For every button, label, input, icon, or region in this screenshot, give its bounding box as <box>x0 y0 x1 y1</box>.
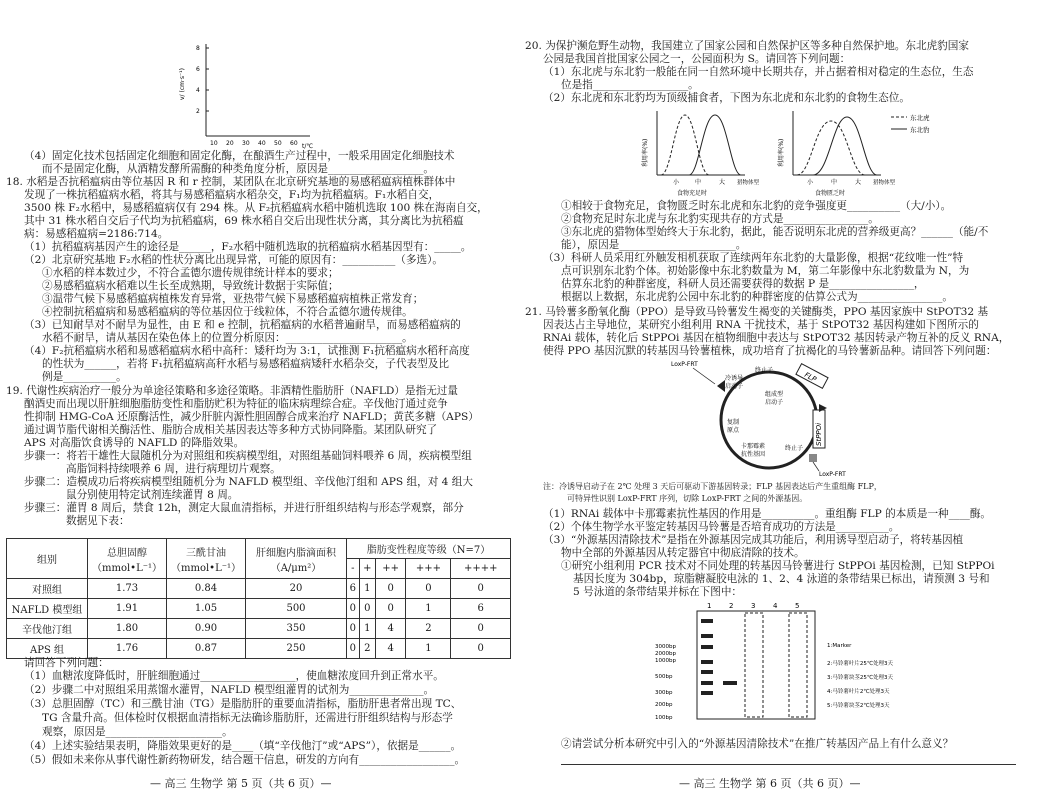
loxp-top-label: LoxP-FRT <box>671 361 698 368</box>
area-header: 肝细胞内脂滴面积 <box>256 547 336 559</box>
area-unit: （A/μm²） <box>270 562 322 574</box>
table-cell: 0 <box>451 579 511 599</box>
graph-y-tick: 4 <box>196 87 200 94</box>
table-cell: 4 <box>375 619 406 639</box>
niche-x-tick: 大 <box>719 179 726 186</box>
niche-y-label: 利用率(%) <box>778 138 785 167</box>
table-cell: 0 <box>359 599 375 619</box>
table-header-cell: 组别 <box>7 539 88 579</box>
table-row <box>7 579 511 599</box>
q19-line: 数据见下表： <box>66 515 130 527</box>
niche-x-tick: 小 <box>807 179 814 186</box>
marker-size-label: 3000bp <box>655 644 676 650</box>
q21-cont-line: 物中全部的外源基因从转定器官中彻底清除的技术。 <box>561 547 805 559</box>
constitutive-promoter-label: 启动子 <box>765 399 784 406</box>
q20-line: 20. 为保护濒危野生动物，我国建立了国家公园和自然保护区等多种自然保护地。东北虎豹国家 <box>525 40 969 52</box>
lane-number: 3 <box>751 602 756 610</box>
q19-line: 步骤三：灌胃 8 周后，禁食 12h，测定大鼠血清指标，并进行肝组织结构与形态学观察，部分 <box>24 502 464 514</box>
q19-line: 步骤二：造模成功后将疾病模型组随机分为 NAFLD 模型组、辛伐他汀组和 APS 组，对 4 组大 <box>24 476 473 488</box>
table-cell: 250 <box>246 639 347 659</box>
table-cell: 0.90 <box>167 619 246 639</box>
graph-x-tick: 40 <box>258 140 266 147</box>
graph-y-label: v/ (cm·s⁻¹) <box>179 68 186 100</box>
table-cell: 1 <box>359 619 375 639</box>
q21-cont-line: 基因长度为 304bp，琼脂糖凝胶电泳的 1、2、4 泳道的条带结果已标出，请预测 3 号和 <box>573 573 990 585</box>
q17-4-line: 而不是固定化酶，从酒精发酵所需酶的种类角度分析，原因是__________________。 <box>42 163 434 175</box>
marker-size-label: 1000bp <box>655 658 676 664</box>
lane-number: 4 <box>773 602 778 610</box>
niche-x-tick: 中 <box>695 179 702 186</box>
q19-after-line: （4）上述实验结果表明，降脂效果更好的是____（填“辛伐他汀”或“APS”），依据是______。 <box>24 740 462 752</box>
graph-x-tick: 20 <box>226 140 234 147</box>
q19-after-line: （3）总胆固醇（TC）和三酰甘油（TG）是脂肪肝的重要血清指标，脂肪肝患者常出现 TC、 <box>24 698 462 710</box>
q20-line: （2）东北虎和东北豹均为顶级捕食者，下图为东北虎和东北豹的食物生态位。 <box>543 92 910 104</box>
q18-line: ③温带气候下易感稻瘟病植株发育异常，亚热带气候下易感稻瘟病植株正常发育； <box>42 293 424 305</box>
graph-y-tick: 6 <box>196 66 200 73</box>
q20-cont-line: 能），原因是______________________。 <box>561 239 747 251</box>
grade-header-cell: + <box>359 559 375 579</box>
table-cell: 1.80 <box>88 619 167 639</box>
lane-number: 5 <box>795 602 800 610</box>
inducible-promoter-label: 启动子 <box>725 383 744 390</box>
table-row <box>7 639 511 659</box>
table-cell: 1 <box>359 579 375 599</box>
gel-legend-item: 2:马铃薯叶片25℃处理3天 <box>827 661 894 667</box>
niche-x-tick: 小 <box>673 179 680 186</box>
kanamycin-label: 抗性基因 <box>741 451 766 458</box>
stppoi-gene-label: StPPOi <box>815 422 823 446</box>
table-cell: 500 <box>246 599 347 619</box>
lane-number: 2 <box>729 602 734 610</box>
table-cell: 350 <box>246 619 347 639</box>
loxp-bottom-label: LoxP-FRT <box>819 471 846 478</box>
q19-line: 性抑制 HMG-CoA 还原酶活性，减少肝脏内源性胆固醇合成来治疗 NAFLD；黄芪多糖（APS） <box>24 411 479 423</box>
q20-cont-line: ②食物充足时东北虎与东北豹实现共存的方式是________________。 <box>561 213 879 225</box>
q21-line: 因表达占主导地位，某研究小组利用 RNA 干扰技术，基于 StPOT32 基因构建如下图所示的 <box>543 319 979 331</box>
q18-line: 的性状为______，若将 F₁抗稻瘟病高秆水稻与易感稻瘟病矮秆水稻杂交，子代表型及比 <box>42 358 449 370</box>
legend-leopard: 东北豹 <box>910 126 930 134</box>
table-cell: 0 <box>375 599 406 619</box>
rnai-vector-plasmid <box>669 358 869 480</box>
q18-line: 发现了一株抗稻瘟病水稻，将其与易感稻瘟病水稻杂交，F₁均为抗稻瘟病。F₁水稻自交， <box>24 189 440 201</box>
q18-line: ④控制抗稻瘟病和易感稻瘟病的等位基因位于线粒体，不符合孟德尔遗传规律。 <box>42 306 413 318</box>
table-cell: 1.05 <box>167 599 246 619</box>
table-header-cell <box>88 539 167 579</box>
grade-header-cell: ++++ <box>451 559 511 579</box>
graph-x-tick: 50 <box>274 140 282 147</box>
q19-after-line: （2）步骤二中对照组采用蒸馏水灌胃，NAFLD 模型组灌胃的试剂为______________。 <box>24 684 435 696</box>
graph-x-tick: 30 <box>242 140 250 147</box>
q21-last-line: ②请尝试分析本研究中引入的“外源基因清除技术”在推广转基因产品上有什么意义？ <box>561 738 954 750</box>
q20-cont-line: 根据以上数据，东北虎豹公园中东北豹的种群密度的估算公式为________________。 <box>561 291 953 303</box>
table-cell: 0 <box>375 579 406 599</box>
q19-after-line: （1）血糖浓度降低时，肝脏细胞通过__________________，使血糖浓度回升到正常水平。 <box>24 670 444 682</box>
right-page <box>519 0 1038 800</box>
table-header-row <box>7 539 511 559</box>
table-cell: 0 <box>347 619 360 639</box>
note-line: 可特异性识别 LoxP-FRT 序列，切除 LoxP-FRT 之间的外源基因。 <box>567 494 808 503</box>
gel-legend-item: 5:马铃薯块茎2℃处理3天 <box>827 703 890 709</box>
niche-y-label: 利用率(%) <box>642 138 649 167</box>
grade-header-cell: ++ <box>375 559 406 579</box>
graph-y-tick: 8 <box>196 45 200 52</box>
table-cell: 0.84 <box>167 579 246 599</box>
table-cell: 1.91 <box>88 599 167 619</box>
q20-line: （1）东北虎与东北豹一般能在同一自然环境中长期共存，并占据着相对稳定的生态位，生态 <box>543 66 974 78</box>
table-cell: 6 <box>451 599 511 619</box>
marker-size-label: 200bp <box>655 702 673 708</box>
niche-x-tick: 大 <box>855 179 862 186</box>
table-cell: 6 <box>347 579 360 599</box>
table-cell: 1 <box>406 599 451 619</box>
table-cell: 0 <box>451 639 511 659</box>
q18-line: ②易感稻瘟病水稻难以生长至成熟期，导致统计数据于实际值； <box>42 280 339 292</box>
marker-size-label: 300bp <box>655 690 673 696</box>
q21-cont-line: 5 号泳道的条带结果并标在下图中： <box>573 586 743 598</box>
inducible-promoter-label: 冷诱导 <box>725 375 744 382</box>
table-cell: 1.76 <box>88 639 167 659</box>
table-cell: 0 <box>347 639 360 659</box>
q19-after-line: 请回答下列问题： <box>24 657 109 669</box>
terminator-bottom-label: 终止子 <box>785 445 804 452</box>
table-cell: 1 <box>406 639 451 659</box>
q19-after-line: （5）假如未来你从事代谢性新药物研发，结合题干信息，研发的方向有__________________。 <box>24 754 466 766</box>
table-cell: APS 组 <box>7 639 88 659</box>
q20-cont-line: ③东北虎的猎物体型始终大于东北豹，据此，能否说明东北虎的营养级更高？______（能/不 <box>561 226 989 238</box>
q21-cont-line: （3）“外源基因清除技术”是指在外源基因完成其功能后，利用诱导型启动子，将转基因植 <box>543 534 964 546</box>
table-cell: 对照组 <box>7 579 88 599</box>
q19-line: APS 对高脂饮食诱导的 NAFLD 的降脂效果。 <box>24 437 245 449</box>
table-cell: 0.87 <box>167 639 246 659</box>
q21-line: 使得 PPO 基因沉默的转基因马铃薯植株，成功培育了抗褐化的马铃薯新品种。请回答下列问题： <box>543 345 997 357</box>
kanamycin-label: 卡那霉素 <box>741 443 766 450</box>
niche-x-unit: 猎物体型 <box>873 180 896 186</box>
q18-line: 18. 水稻是否抗稻瘟病由等位基因 R 和 r 控制，某团队在北京研究基地的易感稻瘟病植株群体中 <box>6 176 456 188</box>
niche-caption-right: 食物匮乏时 <box>815 190 846 197</box>
table-cell: 2 <box>406 619 451 639</box>
q21-cont-line: （1）RNAi 载体中卡那霉素抗性基因的作用是__________。重组酶 FLP 的本质是一种____酶。 <box>543 508 992 520</box>
q20-line: 公园是我国首批国家公园之一，公园面积为 S。请回答下列问题： <box>543 53 851 65</box>
q18-line: （4）F₂抗稻瘟病水稻和易感稻瘟病水稻中高秆：矮秆均为 3:1，试推测 F₁抗稻瘟病水稻秆高度 <box>24 345 470 357</box>
food-niche-figure <box>637 107 937 199</box>
note-line: 注：冷诱导启动子在 2℃ 处理 3 天后可驱动下游基因转录；FLP 基因表达后产生重组酶 FLP， <box>543 482 882 491</box>
table-cell: 辛伐他汀组 <box>7 619 88 639</box>
graph-x-tick: 60 <box>290 140 298 147</box>
table-cell: 2 <box>359 639 375 659</box>
q18-line: 水稻不耐旱，请从基因在染色体上的位置分析原因：______________________。 <box>42 332 413 344</box>
tg-unit: （mmol•L⁻¹） <box>170 562 241 574</box>
q19-line: 鼠分别使用特定试剂连续灌胃 8 周。 <box>66 489 239 501</box>
results-table <box>6 538 511 659</box>
q19-line: 19. 代谢性疾病治疗一般分为单途径策略和多途径策略。非酒精性脂肪肝（NAFLD）是指无过量 <box>6 385 458 397</box>
table-cell: 0 <box>406 579 451 599</box>
tg-header: 三酰甘油 <box>186 547 226 559</box>
marker-size-label: 2000bp <box>655 651 676 657</box>
niche-caption-left: 食物充足时 <box>677 190 708 197</box>
table-row <box>7 599 511 619</box>
ori-label: 复制 <box>727 419 740 426</box>
legend-tiger: 东北虎 <box>910 114 930 122</box>
q17-4-line: （4）固定化技术包括固定化细胞和固定化酶，在酿酒生产过程中，一般采用固定化细胞技术 <box>24 150 455 162</box>
q18-line: 3500 株 F₂水稻中，易感稻瘟病仅有 294 株。从 F₂抗稻瘟病水稻中随机选取 100 株在海南自交， <box>24 202 488 214</box>
q20-cont-line: 估算东北豹的种群密度，科研人员还需要获得的数据 P 是________________， <box>561 278 925 290</box>
niche-x-unit: 猎物体型 <box>737 180 760 186</box>
answer-line <box>561 764 1016 765</box>
q19-after-line: 观察，原因是______________________。 <box>42 726 233 738</box>
table-header-cell <box>167 539 246 579</box>
q18-line: 病：易感稻瘟病=2186:714。 <box>24 228 169 240</box>
q20-cont-line: 点可识别东北豹个体。初始影像中东北豹数量为 M，第二年影像中东北豹数量为 N，为 <box>561 265 970 277</box>
electrophoresis-gel <box>647 599 909 727</box>
table-cell: 0 <box>347 599 360 619</box>
tc-unit: （mmol•L⁻¹） <box>91 562 162 574</box>
table-row <box>7 619 511 639</box>
table-header-cell: 脂肪变性程度等级（N=7） <box>347 539 511 559</box>
terminator-top-label: 终止子 <box>755 367 774 374</box>
grade-header-cell: +++ <box>406 559 451 579</box>
marker-size-label: 500bp <box>655 674 673 680</box>
graph-x-label: t/℃ <box>302 143 314 150</box>
gel-legend-item: 3:马铃薯块茎25℃处理3天 <box>827 675 894 681</box>
right-page-footer: — 高三 生物学 第 6 页（共 6 页）— <box>679 777 861 790</box>
q19-line: 高脂饲料持续喂养 6 周，进行病理切片观察。 <box>66 463 281 475</box>
q19-line: 通过调节脂代谢相关酶活性、脂肪合成相关基因表达等多种方式协同降脂。某团队研究了 <box>24 424 438 436</box>
marker-size-label: 100bp <box>655 715 673 721</box>
grade-header-cell: - <box>347 559 360 579</box>
q18-line: （3）已知耐旱对不耐旱为显性，由 E 和 e 控制，抗稻瘟病的水稻普遍耐旱，而易感稻瘟病的 <box>24 319 461 331</box>
ori-label: 原点 <box>727 427 740 434</box>
niche-x-tick: 中 <box>831 179 838 186</box>
q20-cont-line: （3）科研人员采用红外触发相机获取了连续两年东北豹的大量影像，根据“花纹唯一性”特 <box>543 252 964 264</box>
gel-legend-item: 4:马铃薯叶片2℃处理3天 <box>827 689 890 695</box>
graph-x-tick: 10 <box>210 140 218 147</box>
q20-cont-line: ①相较于食物充足，食物匮乏时东北虎和东北豹的竞争强度更__________（大/小）。 <box>561 200 952 212</box>
table-cell: 4 <box>375 639 406 659</box>
q18-line: （1）抗稻瘟病基因产生的途径是______，F₂水稻中随机选取的抗稻瘟病水稻基因型有：_____。 <box>24 241 472 253</box>
table-cell: 20 <box>246 579 347 599</box>
table-cell: 0 <box>451 619 511 639</box>
q19-line: 步骤一：将若干雄性大鼠随机分为对照组和疾病模型组，对照组基础饲料喂养 6 周，疾病模型组 <box>24 450 472 462</box>
q21-cont-line: ①研究小组利用 PCR 技术对不同处理的转基因马铃薯进行 StPPOi 基因检测，已知 StPPOi <box>561 560 995 572</box>
lane-number: 1 <box>707 602 712 610</box>
table-cell: 1.73 <box>88 579 167 599</box>
graph-y-tick: 2 <box>196 108 200 115</box>
q20-line: 位是指__________________。 <box>561 79 699 91</box>
q19-line: 酗酒史而出现以肝脏细胞脂肪变性和脂肪贮积为特征的临床病理综合症。辛伐他汀通过竞争 <box>24 398 448 410</box>
tc-header: 总胆固醇 <box>107 547 147 559</box>
q21-line: RNAi 载体，转化后 StPPOi 基因在植物细胞中表达与 StPOT32 基因转录产物互补的反义 RNA， <box>543 332 1010 344</box>
table-cell: NAFLD 模型组 <box>7 599 88 619</box>
q18-line: 其中 31 株水稻自交后子代均为抗稻瘟病，69 株水稻自交后出现性状分离，其分离比为抗稻瘟 <box>24 215 464 227</box>
temperature-velocity-graph <box>170 40 320 152</box>
constitutive-promoter-label: 组成型 <box>765 391 784 398</box>
table-header-cell <box>246 539 347 579</box>
q18-line: 例是__________。 <box>42 371 127 383</box>
left-page-footer: — 高三 生物学 第 5 页（共 6 页）— <box>150 777 332 790</box>
gel-legend-item: 1:Marker <box>827 643 852 649</box>
q18-line: （2）北京研究基地 F₂水稻的性状分离比出现异常，可能的原因有：__________（多选）。 <box>24 254 443 266</box>
q18-line: ①水稻的样本数过少，不符合孟德尔遗传规律统计样本的要求； <box>42 267 339 279</box>
flp-gene-label: FLP <box>803 370 818 384</box>
q21-cont-line: （2）个体生物学水平鉴定转基因马铃薯是否培育成功的方法是__________。 <box>543 521 900 533</box>
q21-line: 21. 马铃薯多酚氧化酶（PPO）是导致马铃薯发生褐变的关键酶类，PPO 基因家族中 StPOT32 基 <box>525 306 989 318</box>
q19-after-line: TG 含量升高。但体检时仅根据血清指标无法确诊脂肪肝，还需进行肝组织结构与形态学 <box>42 712 453 724</box>
